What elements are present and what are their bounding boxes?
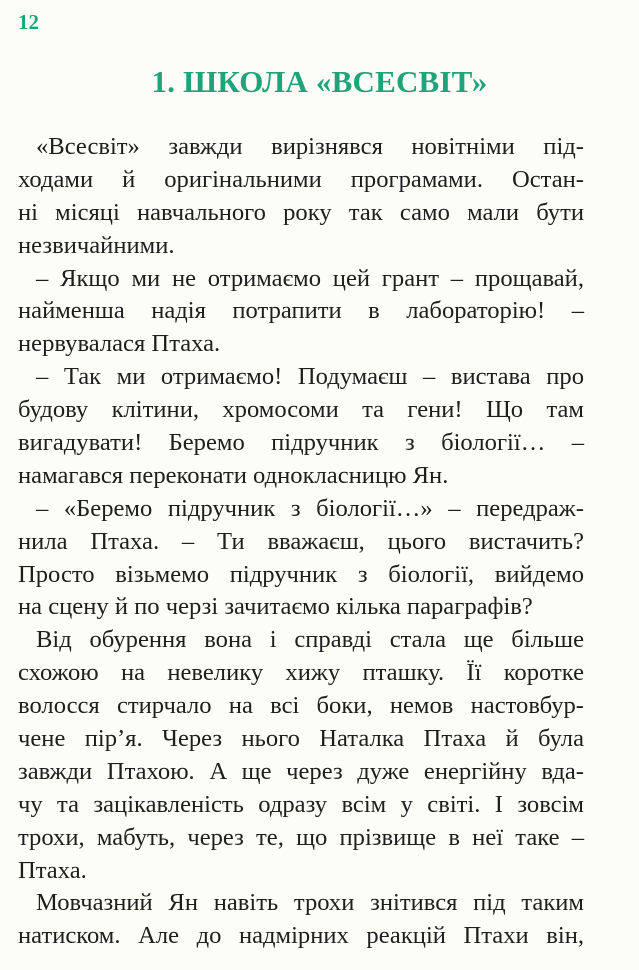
- text-line: ні місяці навчального року так само мали бути: [18, 198, 584, 226]
- text-line: «Всесвіт» завжди вирізнявся новітніми під-: [36, 133, 584, 160]
- text-line: Просто візьмемо підручник з біології, вийдемо: [18, 560, 584, 588]
- text-line: Птаха.: [18, 856, 87, 884]
- text-line: схожою на невелику хижу пташку. Її коротке: [18, 659, 584, 687]
- text-line: найменша надія потрапити в лабораторію! –: [18, 297, 584, 325]
- text-line: Від обурення вона і справді стала ще більше: [36, 626, 584, 654]
- page-number: 12: [18, 10, 39, 34]
- text-line: – Якщо ми не отримаємо цей грант – прощавай,: [36, 264, 584, 292]
- text-line: на сцену й по черзі зачитаємо кілька параграфів?: [18, 593, 533, 621]
- text-line: незвичайними.: [18, 231, 175, 259]
- text-line: будову клітини, хромосоми та гени! Що там: [18, 396, 584, 424]
- text-line: нервувалася Птаха.: [18, 330, 221, 358]
- text-line: волосся стирчало на всі боки, немов настовбур-: [18, 692, 584, 720]
- text-line: намагався переконати однокласницю Ян.: [18, 461, 449, 489]
- body-text: [18, 131, 584, 953]
- text-line: нила Птаха. – Ти вважаєш, цього вистачить?: [18, 527, 584, 555]
- text-line: чене пір’я. Через нього Наталка Птаха й була: [18, 725, 584, 753]
- text-line: натиском. Але до надмірних реакцій Птахи він,: [18, 922, 584, 950]
- text-line: – Так ми отримаємо! Подумаєш – вистава про: [36, 363, 584, 391]
- text-line: ходами й оригінальними програмами. Остан-: [18, 165, 584, 193]
- text-line: чу та зацікавленість одразу всім у світі. І зовсім: [18, 790, 584, 818]
- chapter-title: 1. ШКОЛА «ВСЕСВІТ»: [151, 64, 488, 99]
- text-line: завжди Птахою. А ще через дуже енергійну вда-: [18, 757, 584, 785]
- text-line: вигадувати! Беремо підручник з біології… –: [18, 429, 584, 457]
- text-line: – «Беремо підручник з біології…» – передраж-: [36, 494, 584, 522]
- text-line: трохи, мабуть, через те, що прізвище в неї таке –: [18, 823, 584, 851]
- text-line: Мовчазний Ян навіть трохи знітився під таким: [36, 889, 584, 917]
